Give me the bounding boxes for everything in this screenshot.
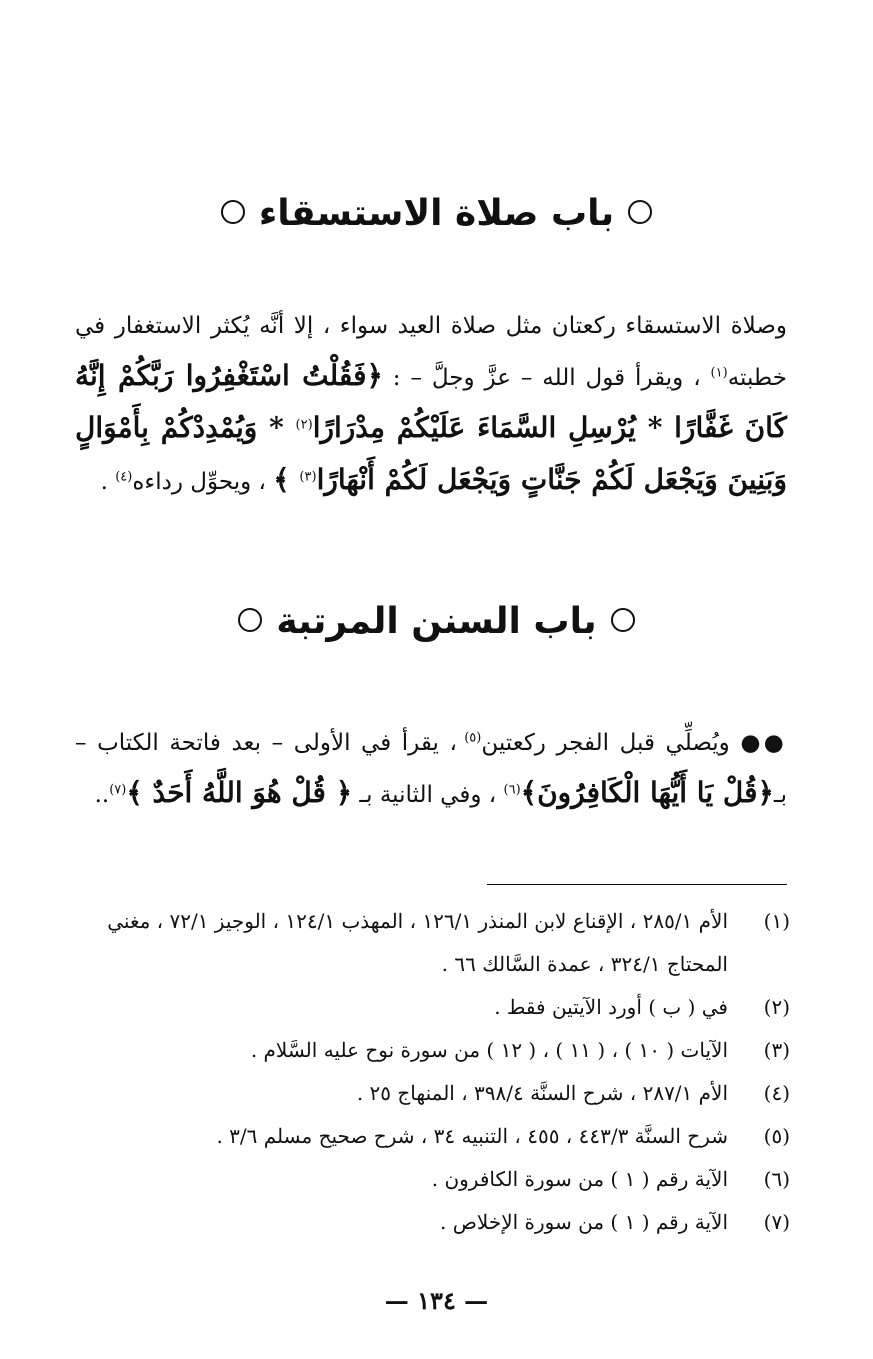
body-text: .. — [94, 782, 110, 808]
page-number: — ١٣٤ — — [384, 1286, 489, 1315]
footnote-number: (١) — [763, 909, 790, 933]
footnote-item — [70, 1029, 790, 1072]
footnote-number: (٦) — [763, 1167, 790, 1191]
footnote-text: الآية رقم ( ١ ) من سورة الإخلاص . — [440, 1210, 728, 1234]
section-heading-sunan — [0, 598, 873, 646]
footnote-item — [70, 986, 790, 1029]
footnote-marker: (٥) — [464, 730, 482, 746]
footnote-number: (٧) — [763, 1210, 790, 1234]
footnote-item — [70, 1158, 790, 1201]
footnote-number: (٥) — [763, 1124, 790, 1148]
footnote-separator — [487, 884, 787, 885]
circle-ornament-icon — [238, 608, 262, 632]
footnote-marker: (٦) — [503, 782, 521, 798]
heading-text: باب السنن المرتبة — [276, 601, 597, 642]
heading-text: باب صلاة الاستسقاء — [258, 193, 615, 234]
footnote-text: الأم ٢٨٧/١ ، شرح السنَّة ٣٩٨/٤ ، المنهاج ٢٥ . — [356, 1081, 728, 1105]
bullet-icon: ●● — [740, 729, 787, 756]
footnote-text: شرح السنَّة ٤٤٣/٣ ، ٤٥٥ ، التنبيه ٣٤ ، شرح صحيح مسلم ٣/٦ . — [216, 1124, 728, 1148]
body-text: ، ويحوِّل رداءه — [132, 469, 274, 495]
quran-verse: ﴿قُلْ يَا أَيُّهَا الْكَافِرُونَ﴾ — [520, 776, 774, 809]
body-text: ، ويقرأ قول الله – عزَّ وجلَّ – : — [382, 365, 711, 391]
footnote-marker: (٧) — [109, 782, 127, 798]
quran-verse-end: ﴾ — [273, 463, 300, 496]
footnote-number: (٢) — [763, 995, 790, 1019]
circle-ornament-icon — [628, 200, 652, 224]
footnote-text: الأم ٢٨٥/١ ، الإقناع لابن المنذر ١٢٦/١ ، المهذب ١٢٤/١ ، الوجيز ٧٢/١ ، مغني المحتاج ٣٢٤/١ ، عمدة السَّالك ٦٦ . — [107, 909, 728, 976]
body-text: ، يقرأ في الأولى – بعد فاتحة الكتاب – بـ — [75, 730, 787, 808]
istisqa-paragraph — [75, 302, 787, 507]
body-text: . — [100, 469, 116, 495]
footnote-text: الآيات ( ١٠ ) ، ( ١١ ) ، ( ١٢ ) من سورة نوح عليه السَّلام . — [250, 1038, 728, 1062]
footnote-number: (٤) — [763, 1081, 790, 1105]
footnotes — [70, 900, 790, 1244]
quran-verse: * وَيُمْدِدْكُمْ بِأَمْوَالٍ وَبَنِينَ وَيَجْعَل لَكُمْ جَنَّاتٍ وَيَجْعَل لَكُمْ أَنْهَارًا — [75, 411, 787, 496]
body-text: ، وفي الثانية بـ — [352, 782, 504, 808]
footnote-text: الآية رقم ( ١ ) من سورة الكافرون . — [431, 1167, 728, 1191]
quran-verse: ﴿ قُلْ هُوَ اللَّهُ أَحَدٌ ﴾ — [126, 776, 353, 809]
footnote-marker: (٢) — [295, 417, 313, 433]
circle-ornament-icon — [221, 200, 245, 224]
circle-ornament-icon — [611, 608, 635, 632]
footnote-marker: (١) — [710, 365, 728, 381]
body-text: ويُصلِّي قبل الفجر ركعتين — [481, 730, 741, 756]
footnote-item — [70, 1072, 790, 1115]
quran-verse: ﴿فَقُلْتُ اسْتَغْفِرُوا رَبَّكُمْ إِنَّهُ كَانَ غَفَّارًا * يُرْسِلِ السَّمَاءَ عَلَيْكُمْ مِدْرَارًا — [75, 359, 787, 444]
footnote-item — [70, 1201, 790, 1244]
footnote-text: في ( ب ) أورد الآيتين فقط . — [494, 995, 728, 1019]
sunan-paragraph — [75, 718, 787, 820]
footnote-number: (٣) — [763, 1038, 790, 1062]
footnote-marker: (٣) — [299, 469, 317, 485]
footnote-item — [70, 1115, 790, 1158]
section-heading-istisqa — [0, 190, 873, 238]
body-text: وصلاة الاستسقاء ركعتان مثل صلاة العيد سواء ، إلا أنَّه يُكثر الاستغفار في خطبته — [75, 313, 787, 391]
footnote-item — [70, 900, 790, 986]
footnote-marker: (٤) — [115, 469, 133, 485]
